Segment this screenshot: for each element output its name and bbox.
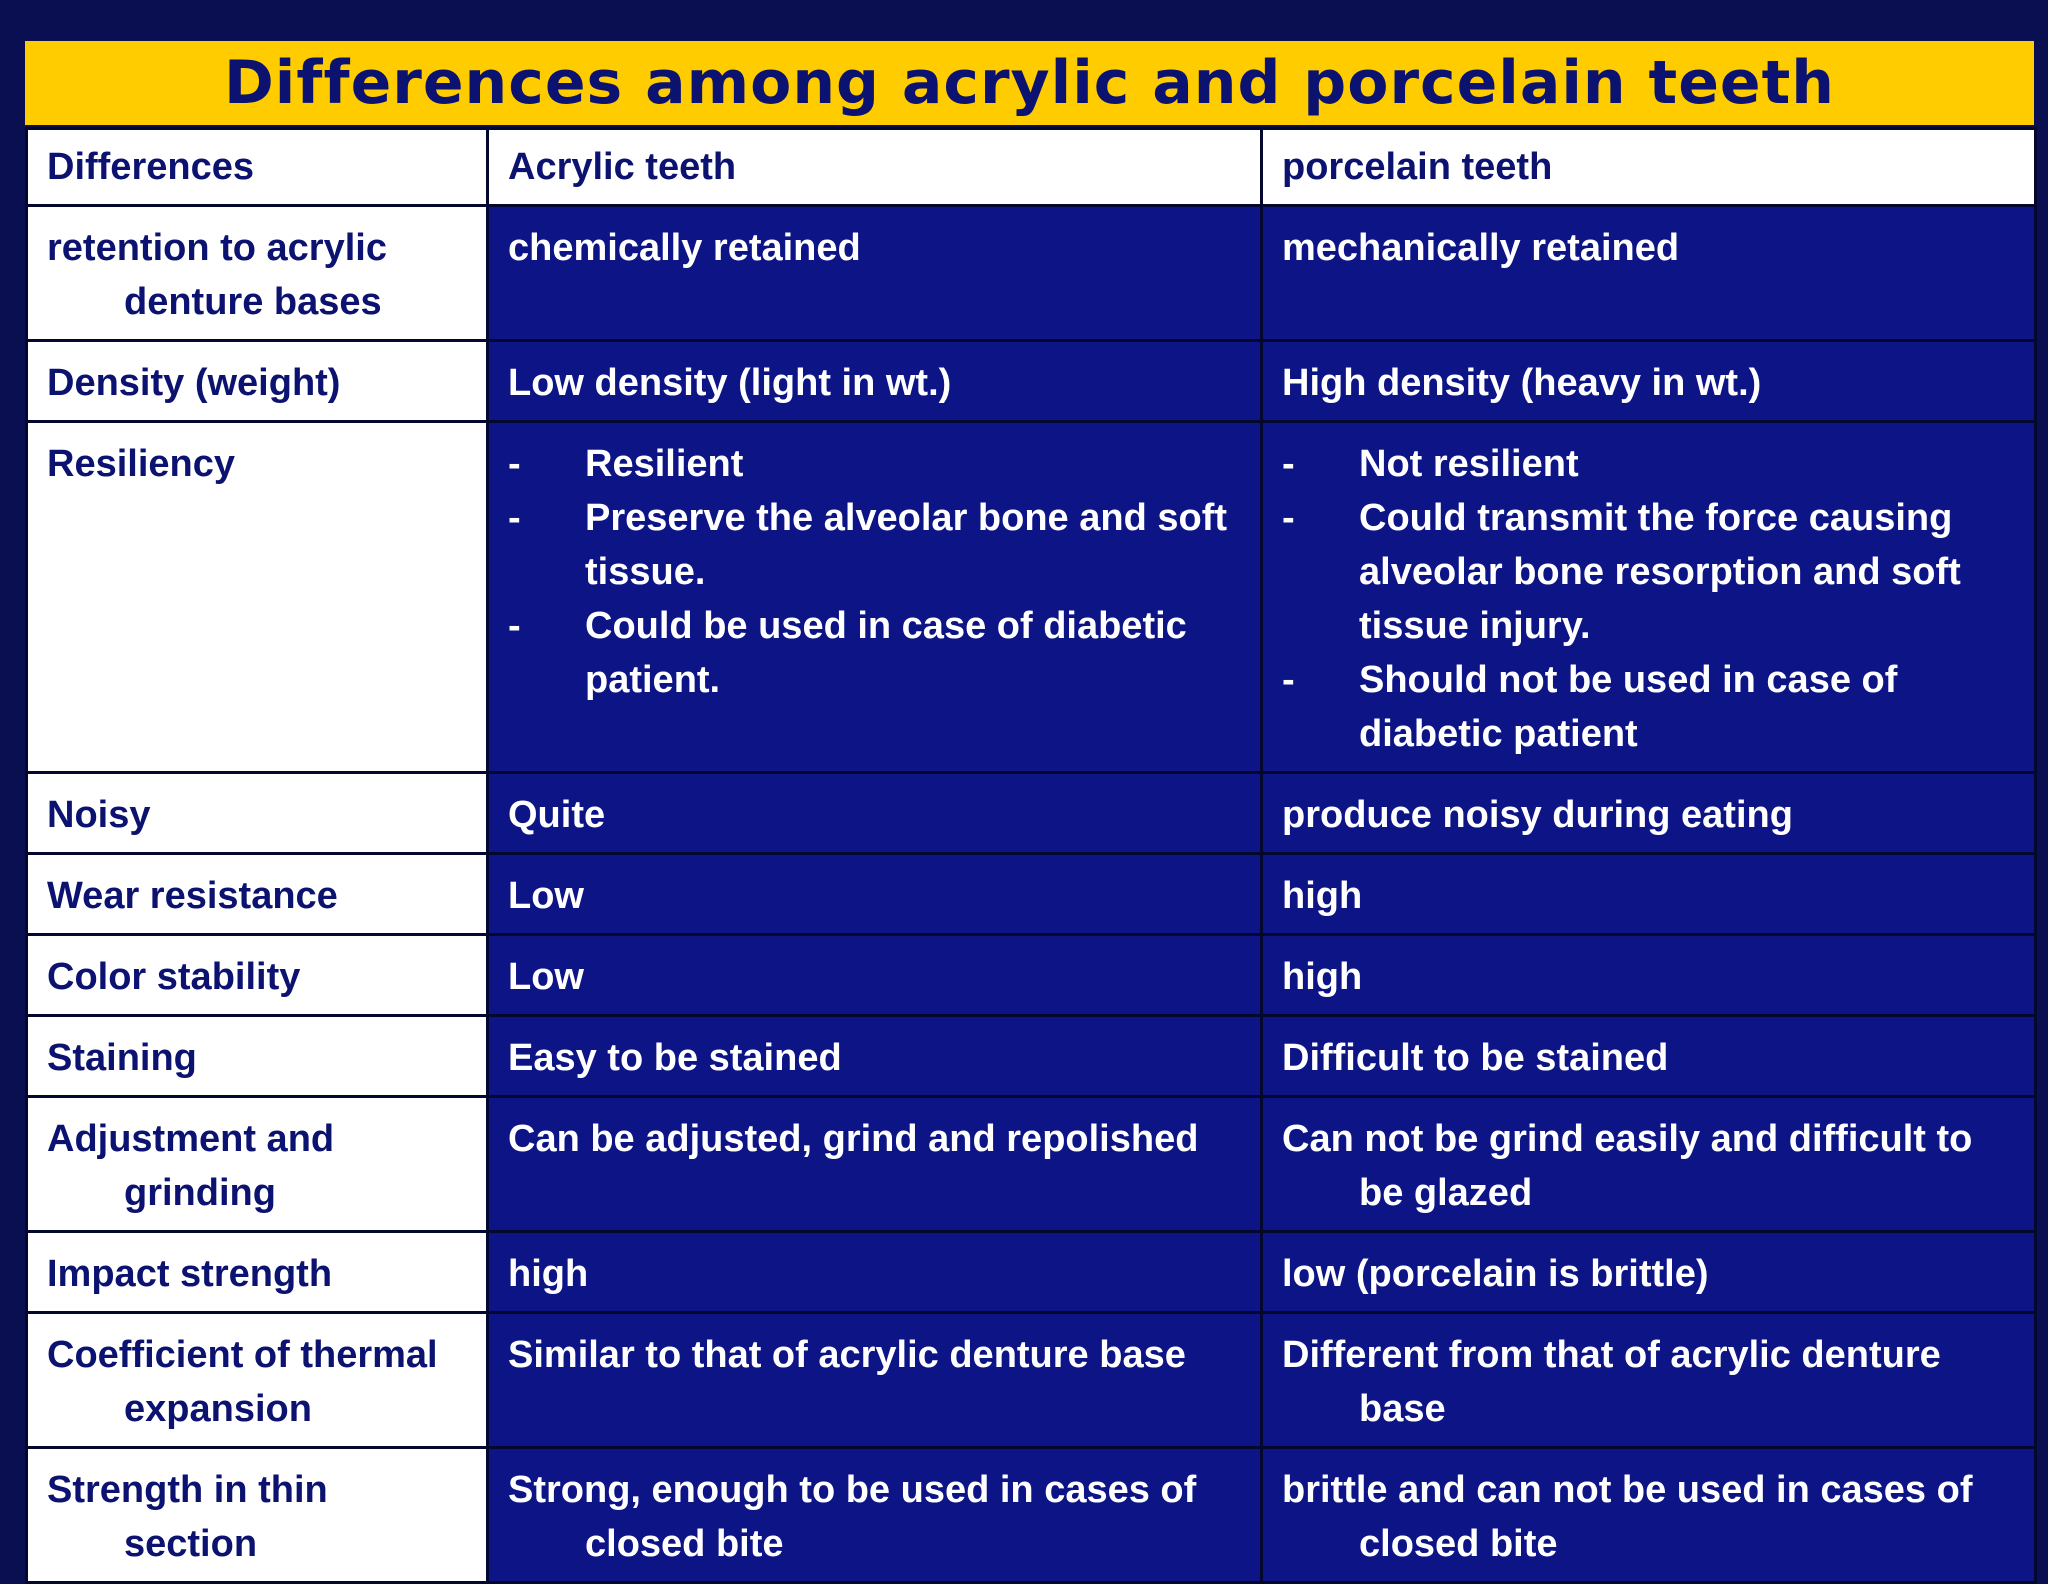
porcelain-cell: [1262, 773, 2036, 854]
acrylic-value: chemically retained: [508, 227, 861, 269]
table-row: [27, 341, 2036, 422]
porcelain-cell: [1262, 1313, 2036, 1448]
table-row: [27, 1313, 2036, 1448]
slide-title: Differences among acrylic and porcelain teeth: [223, 48, 1835, 118]
porcelain-cell: [1262, 1016, 2036, 1097]
acrylic-value: Similar to that of acrylic denture base: [508, 1334, 1186, 1376]
porcelain-cell: [1262, 422, 2036, 773]
list-item: - Preserve the alveolar bone and soft tissue.: [508, 491, 1242, 599]
row-label: [27, 935, 488, 1016]
row-label-text: Adjustment and grinding: [47, 1118, 335, 1214]
row-label: [27, 1097, 488, 1232]
porcelain-cell: [1262, 206, 2036, 341]
acrylic-cell: [488, 935, 1262, 1016]
acrylic-value: Can be adjusted, grind and repolished: [508, 1118, 1199, 1160]
acrylic-bullet-list: [508, 437, 1242, 707]
acrylic-value: Strong, enough to be used in cases of closed bite: [508, 1469, 1197, 1565]
row-label-text: Strength in thin section: [47, 1469, 328, 1565]
header-differences: Differences: [27, 129, 488, 206]
table-row: [27, 773, 2036, 854]
row-label: [27, 1016, 488, 1097]
acrylic-cell: [488, 854, 1262, 935]
porcelain-cell: [1262, 1097, 2036, 1232]
acrylic-cell: [488, 422, 1262, 773]
porcelain-cell: [1262, 341, 2036, 422]
porcelain-cell: [1262, 1448, 2036, 1583]
row-label-text: Resiliency: [47, 443, 235, 485]
acrylic-cell: [488, 1232, 1262, 1313]
row-label: [27, 422, 488, 773]
row-label-text: Density (weight): [47, 362, 341, 404]
row-label: [27, 773, 488, 854]
table-row: [27, 1448, 2036, 1583]
porcelain-value: high: [1282, 875, 1363, 917]
acrylic-cell: [488, 206, 1262, 341]
porcelain-value: High density (heavy in wt.): [1282, 362, 1762, 404]
porcelain-cell: [1262, 1232, 2036, 1313]
row-label-text: Color stability: [47, 956, 301, 998]
table-row: [27, 1232, 2036, 1313]
porcelain-value: Difficult to be stained: [1282, 1037, 1669, 1079]
title-banner: [25, 41, 2034, 125]
acrylic-value: Low density (light in wt.): [508, 362, 952, 404]
row-label-text: Noisy: [47, 794, 151, 836]
list-item: - Should not be used in case of diabetic patient: [1282, 653, 2016, 761]
row-label: [27, 1232, 488, 1313]
row-label: [27, 1313, 488, 1448]
acrylic-value: Easy to be stained: [508, 1037, 842, 1079]
porcelain-value: high: [1282, 956, 1363, 998]
list-item: - Not resilient: [1282, 437, 2016, 491]
acrylic-value: Low: [508, 956, 584, 998]
row-label-text: Impact strength: [47, 1253, 333, 1295]
acrylic-cell: [488, 1448, 1262, 1583]
header-acrylic: Acrylic teeth: [488, 129, 1262, 206]
table-header-row: [27, 129, 2036, 206]
list-item: - Resilient: [508, 437, 1242, 491]
table-row: [27, 1016, 2036, 1097]
acrylic-cell: [488, 1313, 1262, 1448]
porcelain-value: brittle and can not be used in cases of closed bite: [1282, 1469, 1973, 1565]
table-row: [27, 422, 2036, 773]
table-row: [27, 206, 2036, 341]
acrylic-cell: [488, 773, 1262, 854]
porcelain-bullet-list: [1282, 437, 2016, 761]
porcelain-cell: [1262, 935, 2036, 1016]
porcelain-value: mechanically retained: [1282, 227, 1680, 269]
porcelain-cell: [1262, 854, 2036, 935]
row-label: [27, 341, 488, 422]
comparison-table: [25, 127, 2037, 1584]
acrylic-value: high: [508, 1253, 589, 1295]
row-label-text: Wear resistance: [47, 875, 338, 917]
row-label-text: Staining: [47, 1037, 197, 1079]
porcelain-value: Different from that of acrylic denture base: [1282, 1334, 1941, 1430]
porcelain-value: low (porcelain is brittle): [1282, 1253, 1709, 1295]
acrylic-value: Low: [508, 875, 584, 917]
list-item: - Could transmit the force causing alveolar bone resorption and soft tissue injury.: [1282, 491, 2016, 653]
porcelain-value: produce noisy during eating: [1282, 794, 1793, 836]
list-item: - Could be used in case of diabetic patient.: [508, 599, 1242, 707]
row-label: [27, 1448, 488, 1583]
acrylic-cell: [488, 1097, 1262, 1232]
row-label: [27, 206, 488, 341]
row-label-text: Coefficient of thermal expansion: [47, 1334, 438, 1430]
row-label-text: retention to acrylic denture bases: [47, 227, 387, 323]
acrylic-cell: [488, 341, 1262, 422]
acrylic-value: Quite: [508, 794, 606, 836]
row-label: [27, 854, 488, 935]
header-porcelain: porcelain teeth: [1262, 129, 2036, 206]
table-row: [27, 1097, 2036, 1232]
porcelain-value: Can not be grind easily and difficult to be glazed: [1282, 1118, 1973, 1214]
table-row: [27, 854, 2036, 935]
acrylic-cell: [488, 1016, 1262, 1097]
table-row: [27, 935, 2036, 1016]
